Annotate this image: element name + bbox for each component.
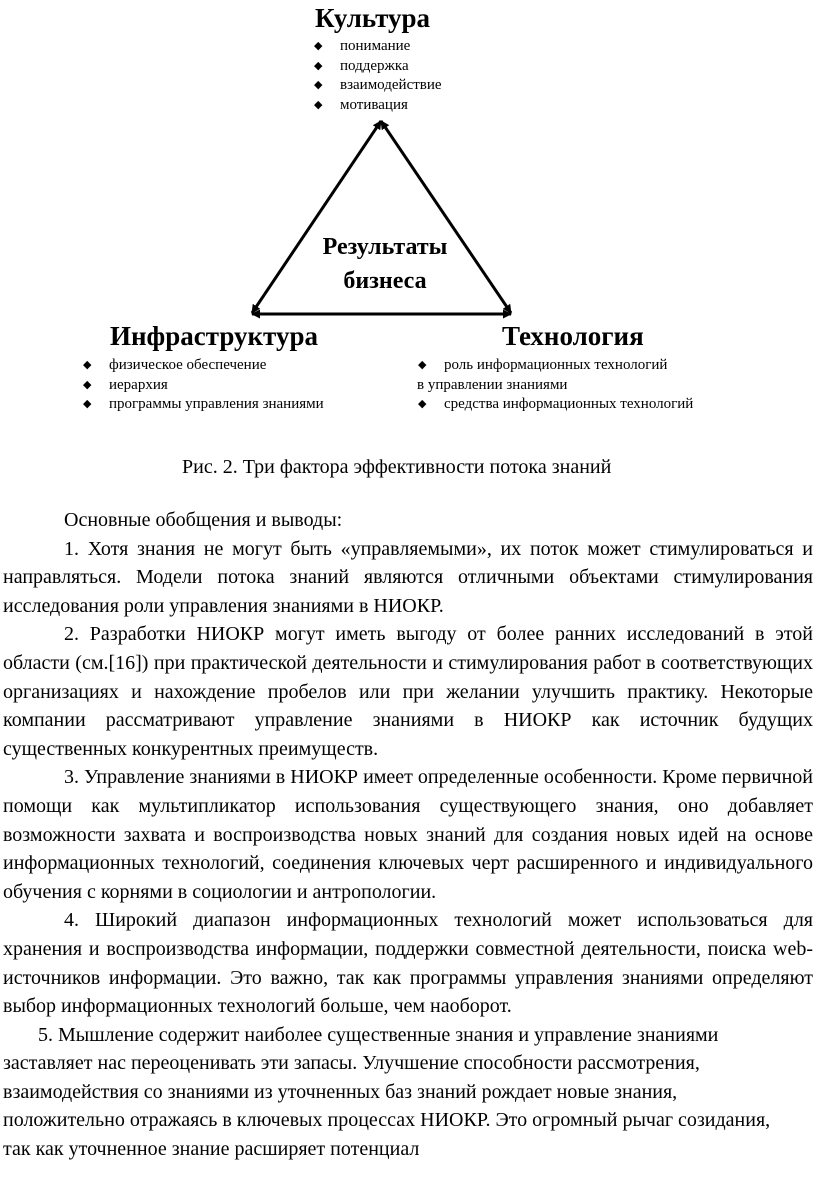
- diamond-bullet-icon: ◆: [83, 378, 92, 391]
- paragraph-1: 1. Хотя знания не могут быть «управляемыми», их поток может стимулироваться и направляться. Модели потока знаний являются отличными объектами стимулирования исследования роли управления знаниями в НИОКР.: [3, 537, 813, 617]
- diamond-bullet-icon: ◆: [314, 59, 323, 72]
- list-item: ◆ физическое обеспечение: [82, 356, 324, 376]
- list-item: ◆ средства информационных технологий: [417, 395, 693, 415]
- technology-list: [417, 356, 693, 415]
- culture-list: [313, 37, 442, 115]
- diamond-bullet-icon: ◆: [83, 359, 92, 371]
- figure-caption: Рис. 2. Три фактора эффективности потока знаний: [182, 456, 612, 478]
- paragraph-2: 2. Разработки НИОКР могут иметь выгоду от более ранних исследований в этой области (см.[16]) при практической деятельности и стимулирования работ в соответствующих организациях и нахождение пробелов или при желании улучшить практику. Некоторые компании рассматривают управление знаниями в НИОКР как источник будущих существенных конкурентных преимуществ.: [3, 623, 813, 760]
- diamond-bullet-icon: ◆: [418, 398, 427, 410]
- list-item: ◆ программы управления знаниями: [82, 395, 324, 415]
- list-item: ◆ поддержка: [313, 57, 442, 77]
- list-item: ◆ понимание: [313, 37, 442, 57]
- diamond-bullet-icon: ◆: [314, 98, 323, 111]
- intro-paragraph: Основные обобщения и выводы:: [64, 509, 343, 531]
- paragraph-3: 3. Управление знаниями в НИОКР имеет определенные особенности. Кроме первичной помощи как мультипликатор использования существующего знания, оно добавляет возможности захвата и воспроизводства новых знаний для создания новых идей на основе информационных технологий, соединения ключевых черт расширенного и индивидуального обучения с корнями в социологии и антропологии.: [3, 766, 813, 903]
- list-item: ◆ взаимодействие: [313, 76, 442, 96]
- body-text: [3, 506, 813, 1164]
- infrastructure-list: [82, 356, 324, 415]
- diamond-bullet-icon: ◆: [83, 398, 92, 410]
- list-item: в управлении знаниями: [417, 376, 568, 393]
- culture-title: Культура: [315, 3, 431, 33]
- diamond-bullet-icon: ◆: [314, 40, 323, 52]
- paragraph-5: 5. Мышление содержит наиболее существенные знания и управление знаниями заставляет нас переоценивать эти запасы. Улучшение способности рассмотрения, взаимодействия со знаниями из уточненных баз знаний рождает новые знания, положительно отражаясь в ключевых процессах НИОКР. Это огромный рычаг созидания, так как уточненное знание расширяет потенциал: [3, 1023, 771, 1161]
- diamond-bullet-icon: ◆: [314, 79, 323, 91]
- list-item: ◆ мотивация: [313, 96, 442, 116]
- infrastructure-title: Инфраструктура: [110, 321, 318, 351]
- business-results-label: Результаты бизнеса: [322, 234, 448, 294]
- diamond-bullet-icon: ◆: [418, 359, 427, 371]
- technology-title: Технология: [502, 321, 644, 351]
- list-item: ◆ иерархия: [82, 376, 324, 396]
- list-item: ◆ роль информационных технологий: [417, 356, 693, 376]
- paragraph-4: 4. Широкий диапазон информационных технологий может использоваться для хранения и воспроизводства информации, поддержки совместной деятельности, поиска web-источников информации. Это важно, так как программы управления знаниями определяют выбор информационных технологий больше, чем наоборот.: [3, 909, 813, 1018]
